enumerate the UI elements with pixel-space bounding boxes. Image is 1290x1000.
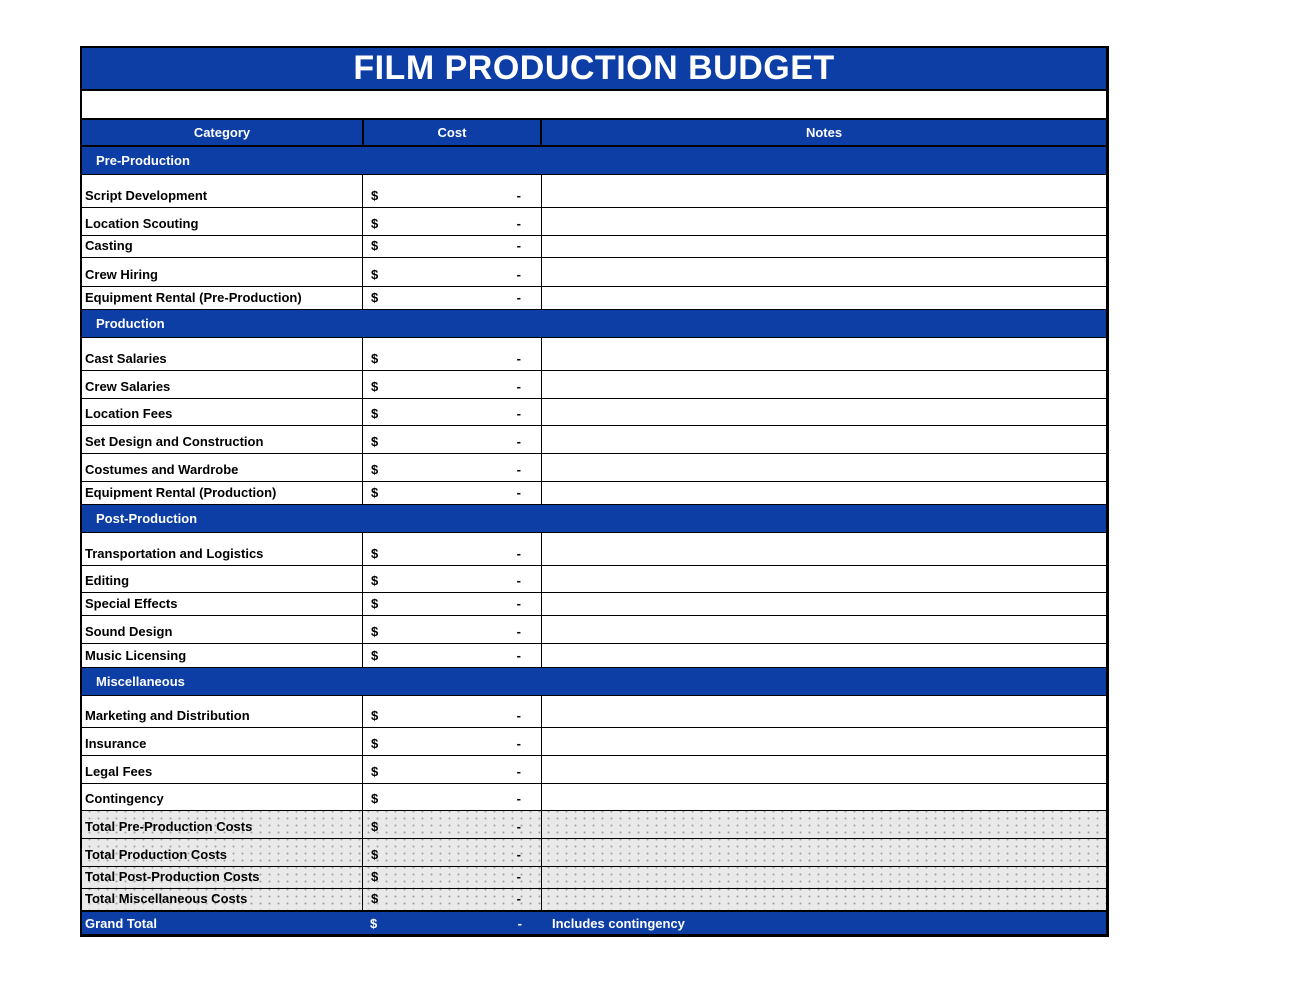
section-header-miscellaneous: Miscellaneous [82,668,1106,696]
total-row-total-post-production-costs [82,867,1106,889]
row-category-label: Cast Salaries [85,351,167,366]
currency-symbol: $ [371,596,379,611]
budget-row-contingency [82,784,1106,811]
row-notes-cell[interactable] [542,454,1106,481]
section-header-production: Production [82,310,1106,338]
row-cost-cell[interactable] [362,208,542,235]
row-cost-cell[interactable] [362,696,542,727]
budget-row-equipment-rental-production [82,482,1106,505]
row-category-label: Script Development [85,188,208,203]
row-cost-cell[interactable] [362,454,542,481]
row-cost-cell[interactable] [362,175,542,207]
cost-value: - [516,847,521,862]
row-notes-cell[interactable] [542,728,1106,755]
row-notes-cell[interactable] [542,287,1106,309]
row-category-label: Sound Design [85,624,173,639]
budget-row-cast-salaries [82,338,1106,371]
cost-value: - [516,267,521,282]
row-cost-cell[interactable] [362,338,542,370]
row-cost-cell[interactable] [362,533,542,565]
grand-total-notes-cell[interactable]: Includes contingency [552,915,685,931]
row-category-label: Total Production Costs [85,847,228,862]
row-cost-cell[interactable] [362,728,542,755]
cost-value: - [516,216,521,231]
row-category-label: Total Miscellaneous Costs [85,891,248,906]
currency-symbol: $ [371,379,379,394]
row-category-label: Costumes and Wardrobe [85,462,239,477]
section-header-post-production: Post-Production [82,505,1106,533]
row-cost-cell[interactable] [362,867,542,888]
row-notes-cell[interactable] [542,371,1106,398]
row-category-label: Contingency [85,791,164,806]
budget-row-equipment-rental-pre-production [82,287,1106,310]
row-notes-cell[interactable] [542,644,1106,667]
grand-total-label: Grand Total [85,915,157,931]
cost-value: - [516,819,521,834]
cost-value: - [516,290,521,305]
row-category-label: Marketing and Distribution [85,708,250,723]
row-category-label: Equipment Rental (Pre-Production) [85,290,302,305]
row-notes-cell[interactable] [542,867,1106,888]
budget-row-special-effects [82,593,1106,616]
row-category-label: Set Design and Construction [85,434,264,449]
column-header-row [82,120,1106,147]
currency-symbol: $ [371,406,379,421]
budget-row-insurance [82,728,1106,756]
row-category-label: Total Pre-Production Costs [85,819,253,834]
row-notes-cell[interactable] [542,175,1106,207]
currency-symbol: $ [371,351,379,366]
cost-value: - [516,624,521,639]
budget-sheet [80,46,1109,937]
budget-row-crew-hiring [82,258,1106,287]
currency-symbol: $ [371,267,379,282]
budget-rows-container [82,147,1106,911]
currency-symbol: $ [371,188,379,203]
row-notes-cell[interactable] [542,889,1106,910]
budget-row-costumes-and-wardrobe [82,454,1106,482]
row-notes-cell[interactable] [542,616,1106,643]
sheet-title: FILM PRODUCTION BUDGET [82,48,1106,91]
row-notes-cell[interactable] [542,839,1106,866]
row-category-label: Legal Fees [85,764,153,779]
row-notes-cell[interactable] [542,482,1106,504]
total-row-total-pre-production-costs [82,811,1106,839]
currency-symbol: $ [371,573,379,588]
currency-symbol: $ [371,434,379,449]
cost-value: - [516,188,521,203]
budget-row-sound-design [82,616,1106,644]
row-cost-cell[interactable] [362,371,542,398]
row-category-label: Casting [85,238,133,253]
row-notes-cell[interactable] [542,426,1106,453]
row-notes-cell[interactable] [542,338,1106,370]
row-category-label: Total Post-Production Costs [85,869,260,884]
row-cost-cell[interactable] [362,482,542,504]
cost-value: - [516,891,521,906]
row-notes-cell[interactable] [542,533,1106,565]
row-category-label: Special Effects [85,596,178,611]
budget-row-marketing-and-distribution [82,696,1106,728]
cost-value: - [516,379,521,394]
currency-symbol: $ [371,819,379,834]
budget-row-transportation-and-logistics [82,533,1106,566]
currency-symbol: $ [371,708,379,723]
currency-symbol: $ [371,869,379,884]
cost-value: - [516,238,521,253]
budget-row-crew-salaries [82,371,1106,399]
row-cost-cell[interactable] [362,839,542,866]
currency-symbol: $ [371,238,379,253]
row-notes-cell[interactable] [542,208,1106,235]
column-header-cost: Cost [362,120,542,145]
currency-symbol: $ [371,216,379,231]
section-header-pre-production: Pre-Production [82,147,1106,175]
cost-value: - [516,406,521,421]
currency-symbol: $ [371,290,379,305]
total-row-total-miscellaneous-costs [82,889,1106,911]
grand-total-cost-value: - [517,915,522,931]
total-row-total-production-costs [82,839,1106,867]
grand-total-cost-cell[interactable] [362,916,542,931]
row-cost-cell[interactable] [362,811,542,838]
currency-symbol: $ [371,546,379,561]
currency-symbol: $ [370,915,378,931]
grand-total-row [82,911,1106,934]
blank-row [82,91,1106,120]
row-notes-cell[interactable] [542,784,1106,810]
row-category-label: Insurance [85,736,147,751]
row-category-label: Crew Salaries [85,379,171,394]
cost-value: - [516,648,521,663]
column-header-notes: Notes [805,125,843,140]
currency-symbol: $ [371,847,379,862]
cost-value: - [516,434,521,449]
row-cost-cell[interactable] [362,616,542,643]
row-category-label: Location Scouting [85,216,199,231]
cost-value: - [516,351,521,366]
row-cost-cell[interactable] [362,287,542,309]
row-cost-cell[interactable] [362,756,542,783]
row-notes-cell[interactable] [542,566,1106,592]
budget-row-location-scouting [82,208,1106,236]
row-category-label: Equipment Rental (Production) [85,485,277,500]
currency-symbol: $ [371,764,379,779]
currency-symbol: $ [371,648,379,663]
row-cost-cell[interactable] [362,644,542,667]
cost-value: - [516,485,521,500]
row-cost-cell[interactable] [362,566,542,592]
row-cost-cell[interactable] [362,593,542,615]
cost-value: - [516,546,521,561]
row-cost-cell[interactable] [362,889,542,910]
row-notes-cell[interactable] [542,811,1106,838]
column-header-category: Category [193,125,251,140]
budget-row-casting [82,236,1106,258]
row-cost-cell[interactable] [362,426,542,453]
cost-value: - [516,462,521,477]
row-notes-cell[interactable] [542,258,1106,286]
currency-symbol: $ [371,462,379,477]
budget-row-editing [82,566,1106,593]
budget-row-legal-fees [82,756,1106,784]
row-notes-cell[interactable] [542,399,1106,425]
row-category-label: Location Fees [85,406,173,421]
row-category-label: Transportation and Logistics [85,546,264,561]
row-cost-cell[interactable] [362,784,542,810]
budget-row-script-development [82,175,1106,208]
budget-row-location-fees [82,399,1106,426]
row-notes-cell[interactable] [542,593,1106,615]
row-category-label: Crew Hiring [85,267,158,282]
currency-symbol: $ [371,891,379,906]
cost-value: - [516,869,521,884]
budget-row-music-licensing [82,644,1106,668]
row-notes-cell[interactable] [542,696,1106,727]
cost-value: - [516,791,521,806]
cost-value: - [516,764,521,779]
cost-value: - [516,596,521,611]
currency-symbol: $ [371,624,379,639]
row-category-label: Music Licensing [85,648,187,663]
currency-symbol: $ [371,791,379,806]
row-notes-cell[interactable] [542,236,1106,257]
currency-symbol: $ [371,736,379,751]
currency-symbol: $ [371,485,379,500]
budget-row-set-design-and-construction [82,426,1106,454]
row-category-label: Editing [85,573,130,588]
cost-value: - [516,708,521,723]
row-notes-cell[interactable] [542,756,1106,783]
row-cost-cell[interactable] [362,258,542,286]
cost-value: - [516,573,521,588]
row-cost-cell[interactable] [362,236,542,257]
row-cost-cell[interactable] [362,399,542,425]
cost-value: - [516,736,521,751]
